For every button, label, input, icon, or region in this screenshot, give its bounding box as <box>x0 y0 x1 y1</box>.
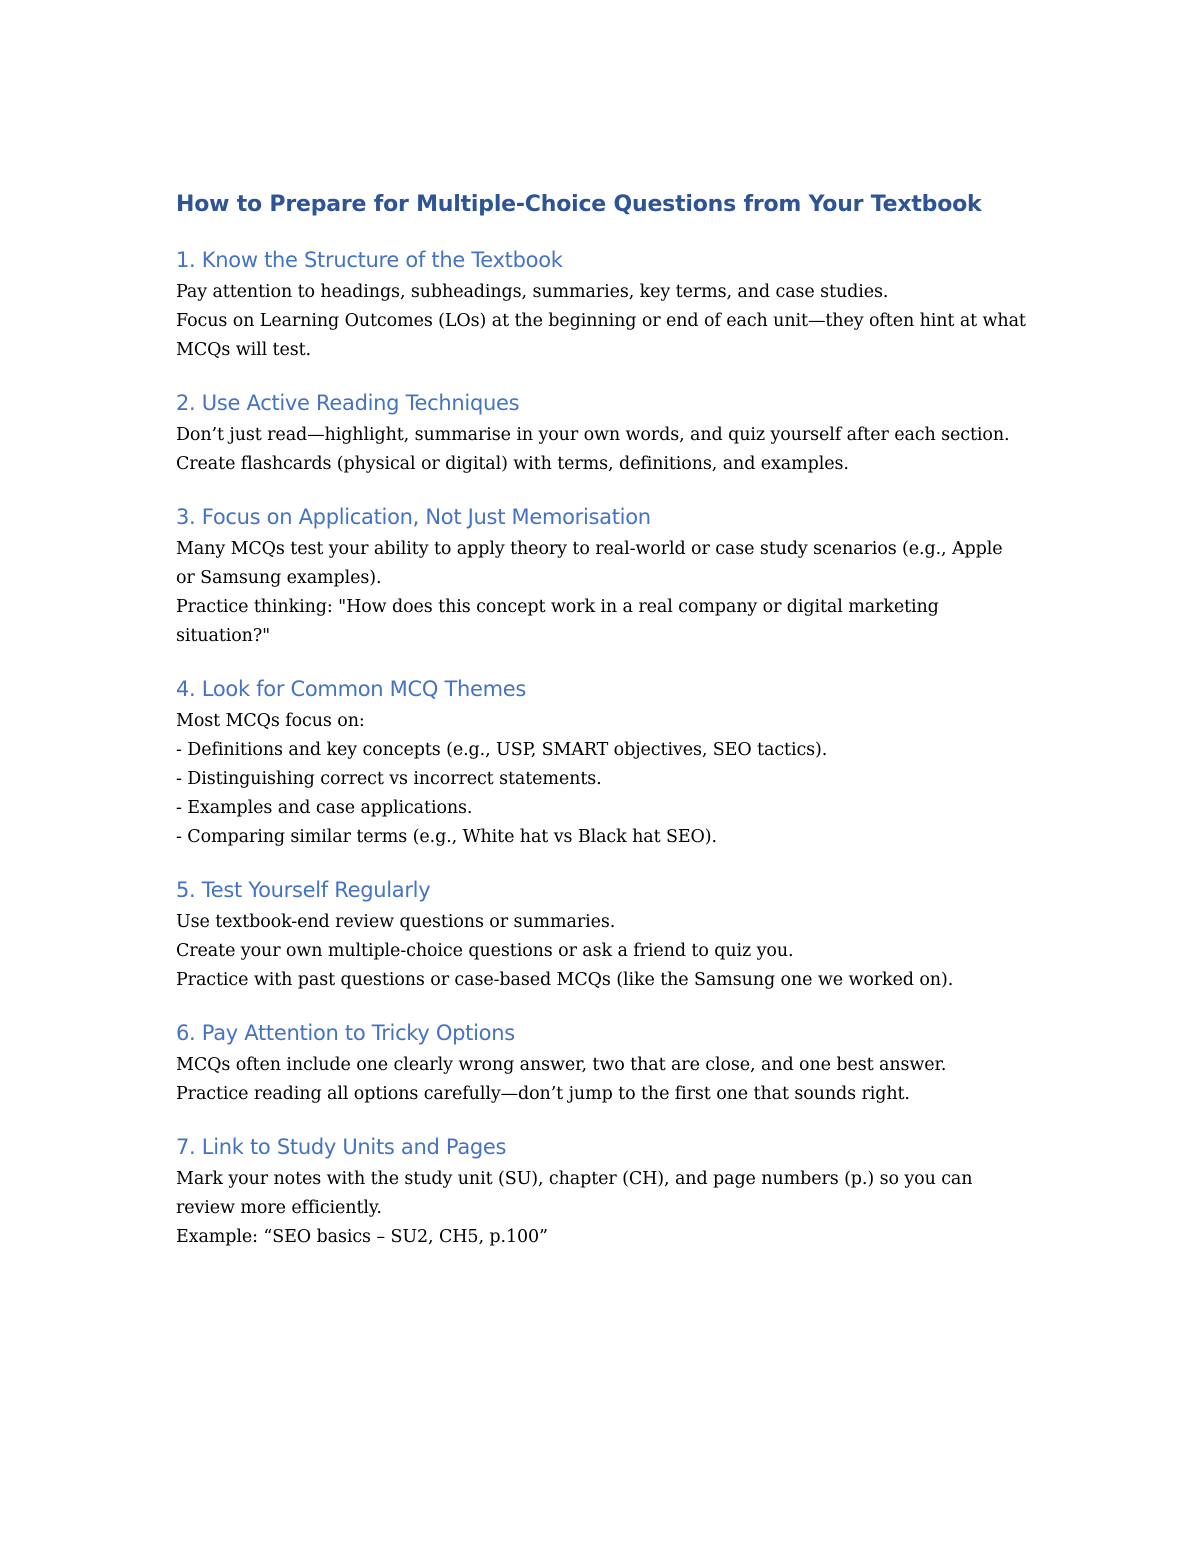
section-active-reading <box>176 387 1026 479</box>
section-heading: 7. Link to Study Units and Pages <box>176 1135 507 1159</box>
section-paragraph: Practice with past questions or case-based MCQs (like the Samsung one we worked on). <box>176 970 954 990</box>
section-paragraph: Don’t just read—highlight, summarise in your own words, and quiz yourself after each section. <box>176 425 1010 445</box>
section-paragraph: Mark your notes with the study unit (SU), chapter (CH), and page numbers (p.) so you can review more efficiently. <box>176 1169 973 1218</box>
section-heading: 1. Know the Structure of the Textbook <box>176 248 563 272</box>
section-know-structure <box>176 244 1026 365</box>
section-heading: 3. Focus on Application, Not Just Memorisation <box>176 505 651 529</box>
document-content <box>176 190 1026 1274</box>
section-paragraph: Create your own multiple-choice questions or ask a friend to quiz you. <box>176 941 794 961</box>
section-heading: 5. Test Yourself Regularly <box>176 878 431 902</box>
list-item: - Distinguishing correct vs incorrect statements. <box>176 769 602 789</box>
section-paragraph: Use textbook-end review questions or summaries. <box>176 912 616 932</box>
section-tricky-options <box>176 1017 1026 1109</box>
section-paragraph: Many MCQs test your ability to apply theory to real-world or case study scenarios (e.g., Apple or Samsung examples). <box>176 539 1003 588</box>
document-title: How to Prepare for Multiple-Choice Questions from Your Textbook <box>176 192 982 217</box>
section-paragraph: MCQs often include one clearly wrong answer, two that are close, and one best answer. <box>176 1055 947 1075</box>
section-heading: 6. Pay Attention to Tricky Options <box>176 1021 515 1045</box>
list-item: - Comparing similar terms (e.g., White hat vs Black hat SEO). <box>176 827 717 847</box>
section-heading: 4. Look for Common MCQ Themes <box>176 677 527 701</box>
section-heading: 2. Use Active Reading Techniques <box>176 391 520 415</box>
section-paragraph: Practice thinking: "How does this concept work in a real company or digital marketing situation?" <box>176 597 939 646</box>
section-paragraph: Focus on Learning Outcomes (LOs) at the beginning or end of each unit—they often hint at what MCQs will test. <box>176 311 1026 360</box>
section-application <box>176 501 1026 651</box>
section-study-units <box>176 1131 1026 1252</box>
list-item: - Examples and case applications. <box>176 798 473 818</box>
section-test-yourself <box>176 874 1026 995</box>
list-item: - Definitions and key concepts (e.g., USP, SMART objectives, SEO tactics). <box>176 740 828 760</box>
section-paragraph: Pay attention to headings, subheadings, summaries, key terms, and case studies. <box>176 282 889 302</box>
section-paragraph: Example: “SEO basics – SU2, CH5, p.100” <box>176 1227 548 1247</box>
section-paragraph: Most MCQs focus on: <box>176 711 365 731</box>
section-mcq-themes <box>176 673 1026 852</box>
section-paragraph: Practice reading all options carefully—don’t jump to the first one that sounds right. <box>176 1084 910 1104</box>
section-paragraph: Create flashcards (physical or digital) with terms, definitions, and examples. <box>176 454 849 474</box>
